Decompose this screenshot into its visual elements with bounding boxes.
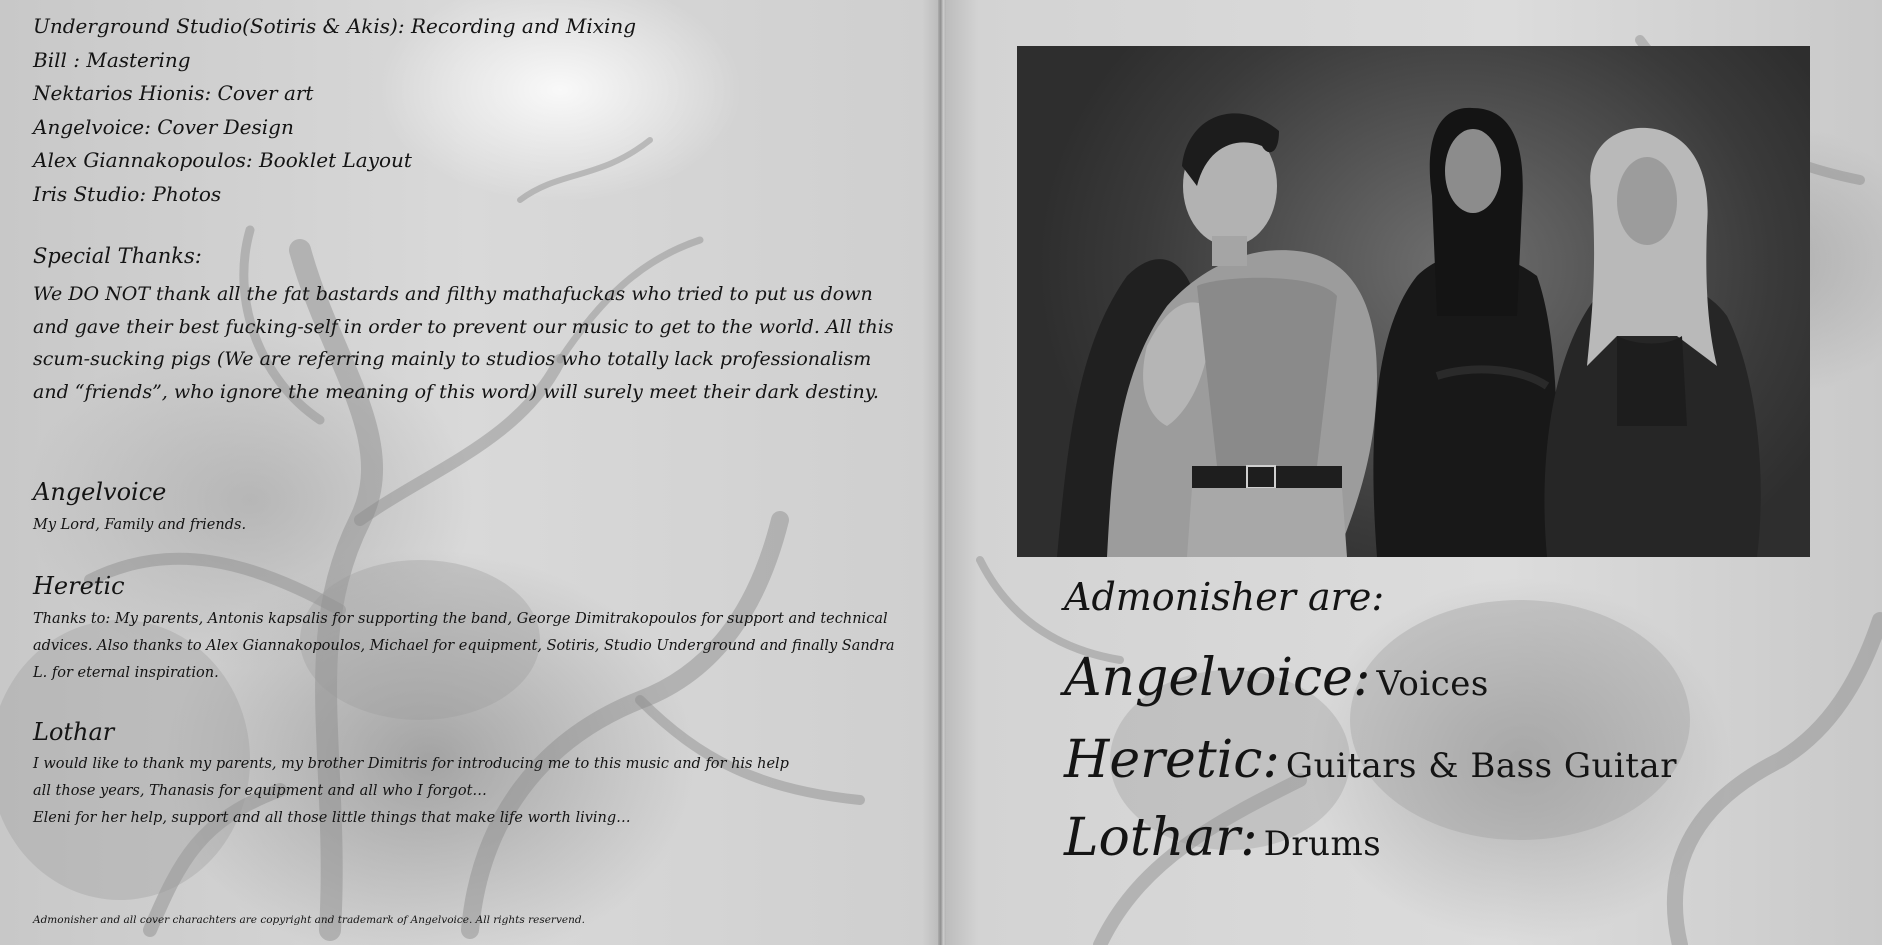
special-thanks-text: We DO NOT thank all the fat bastards and filthy mathafuckas who tried to put us down and gave their best fucking-self in order to prevent our music to get to the world. All this scum-sucking pigs (We are referring mainly to studios who totally lack professionalism and “friends”, who ignore the meaning of this word) will surely meet their dark destiny. [33, 283, 894, 403]
member-name: Lothar: [1064, 808, 1258, 868]
member-heretic [1064, 730, 1677, 790]
credit-line: Iris Studio: Photos [33, 181, 222, 206]
member-role: Guitars & Bass Guitar [1285, 746, 1677, 786]
credit-line: Alex Giannakopoulos: Booklet Layout [33, 148, 412, 172]
text-line: I would like to thank my parents, my brother Dimitris for introducing me to this music and for his help [33, 756, 789, 772]
credit-line: Angelvoice: Cover Design [33, 114, 294, 139]
member-lothar [1064, 808, 1381, 868]
member-angelvoice [1064, 648, 1489, 708]
member-name: Heretic: [1064, 730, 1280, 790]
lineup-title: Admonisher are: [1064, 575, 1385, 619]
section-heading-angelvoice: Angelvoice [33, 478, 167, 506]
text-line: all those years, Thanasis for equipment and all who I forgot… [33, 783, 487, 799]
credit-line: Underground Studio(Sotiris & Akis): Recording and Mixing [33, 14, 637, 38]
booklet-fold [938, 0, 946, 945]
right-page [946, 0, 1882, 945]
credit-line: Bill : Mastering [33, 47, 191, 72]
section-heading-lothar: Lothar [33, 718, 115, 746]
section-text-lothar [33, 751, 913, 832]
member-role: Voices [1376, 664, 1489, 704]
section-text-angelvoice: My Lord, Family and friends. [33, 517, 247, 533]
section-text-heretic: Thanks to: My parents, Antonis kapsalis for supporting the band, George Dimitrakopoulos for support and technical advices. Also thanks to Alex Giannakopoulos, Michael for equipment, Sotiris, Studio Underground and finally Sandra L. for eternal inspiration. [33, 611, 895, 681]
credit-line: Nektarios Hionis: Cover art [33, 81, 314, 105]
left-page [0, 0, 938, 945]
text-line: Eleni for her help, support and all those little things that make life worth living… [33, 810, 631, 826]
section-heading-heretic: Heretic [33, 572, 125, 600]
member-role: Drums [1263, 824, 1382, 864]
copyright-notice: Admonisher and all cover charachters are copyright and trademark of Angelvoice. All rights reservend. [33, 914, 585, 926]
credits-list [33, 10, 636, 211]
special-thanks-heading: Special Thanks: [33, 244, 202, 268]
member-name: Angelvoice: [1064, 648, 1371, 708]
band-photo [1017, 46, 1810, 557]
